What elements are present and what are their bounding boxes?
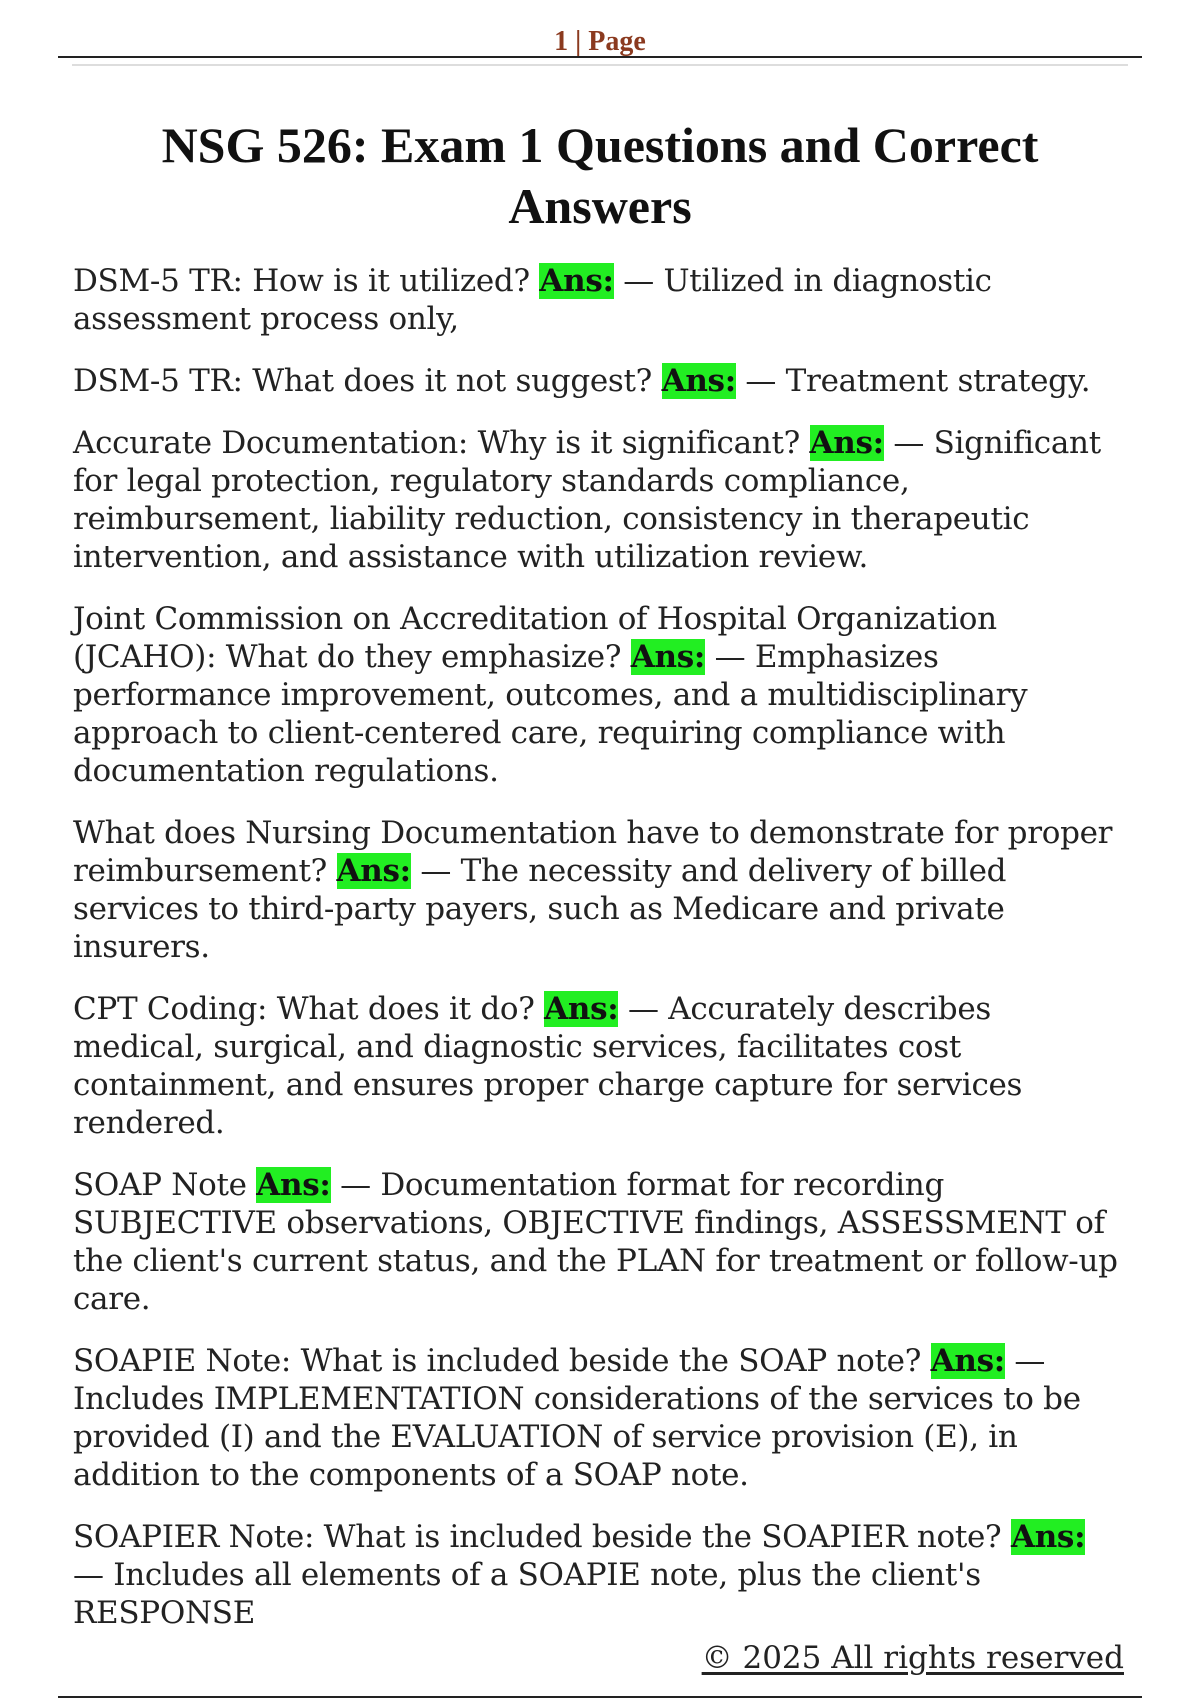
- answer-label: Ans:: [809, 425, 884, 461]
- answer-label: Ans:: [256, 1167, 331, 1203]
- answer-label: Ans:: [661, 363, 736, 399]
- page-footer: [58, 1640, 1142, 1700]
- header-divider: [58, 56, 1142, 58]
- answer-text: — The necessity and delivery of billed services to third-party payers, such as Medicare and private insurers.: [73, 853, 1007, 965]
- question-text: SOAPIER Note: What is included beside the SOAPIER note?: [73, 1519, 1002, 1555]
- qa-item: [73, 1518, 1122, 1632]
- answer-label: Ans:: [336, 853, 411, 889]
- qa-item: [73, 262, 1122, 338]
- answer-text: — Significant for legal protection, regulatory standards compliance, reimbursement, liability reduction, consistency in therapeutic intervention, and assistance with utilization review.: [73, 425, 1101, 575]
- answer-text: — Documentation format for recording SUBJECTIVE observations, OBJECTIVE findings, ASSESSMENT of the client's current status, and the PLAN for treatment or follow-up care.: [73, 1167, 1118, 1317]
- page-header: [58, 22, 1142, 58]
- answer-text: — Emphasizes performance improvement, outcomes, and a multidisciplinary approach to client-centered care, requiring compliance with documentation regulations.: [73, 639, 1028, 789]
- answer-text: — Utilized in diagnostic assessment process only,: [73, 263, 992, 337]
- qa-item: [73, 600, 1122, 790]
- answer-text: — Accurately describes medical, surgical, and diagnostic services, facilitates cost containment, and ensures proper charge capture for services rendered.: [73, 991, 1023, 1141]
- answer-label: Ans:: [930, 1343, 1005, 1379]
- header-divider-secondary: [72, 64, 1128, 66]
- question-text: Accurate Documentation: Why is it significant?: [73, 425, 800, 461]
- answer-label: Ans:: [1010, 1519, 1086, 1555]
- qa-item: [73, 1342, 1122, 1494]
- footer-divider: [58, 1696, 1142, 1698]
- answer-text: — Treatment strategy.: [735, 363, 1091, 399]
- answer-text: — Includes IMPLEMENTATION considerations of the services to be provided (I) and the EVALUATION of service provision (E), in addition to the components of a SOAP note.: [73, 1343, 1081, 1493]
- question-text: DSM-5 TR: What does it not suggest?: [73, 363, 652, 399]
- question-text: SOAPIE Note: What is included beside the SOAP note?: [73, 1343, 922, 1379]
- qa-list: [73, 262, 1122, 1656]
- question-text: Joint Commission on Accreditation of Hospital Organization (JCAHO): What do they emphasize?: [73, 601, 997, 675]
- copyright-notice: © 2025 All rights reserved: [701, 1640, 1124, 1676]
- qa-item: [73, 362, 1122, 400]
- qa-item: [73, 990, 1122, 1142]
- qa-item: [73, 424, 1122, 576]
- qa-item: [73, 1166, 1122, 1318]
- question-text: DSM-5 TR: How is it utilized?: [73, 263, 530, 299]
- answer-label: Ans:: [630, 639, 706, 675]
- answer-label: Ans:: [544, 991, 619, 1027]
- question-text: What does Nursing Documentation have to demonstrate for proper reimbursement?: [73, 815, 1113, 889]
- document-title: NSG 526: Exam 1 Questions and Correct Answers: [161, 117, 1039, 234]
- qa-item: [73, 814, 1122, 966]
- page-number: 1 | Page: [554, 26, 646, 57]
- question-text: CPT Coding: What does it do?: [73, 991, 535, 1027]
- answer-text: — Includes all elements of a SOAPIE note, plus the client's RESPONSE: [73, 1557, 981, 1631]
- question-text: SOAP Note: [73, 1167, 247, 1203]
- answer-label: Ans:: [539, 263, 614, 299]
